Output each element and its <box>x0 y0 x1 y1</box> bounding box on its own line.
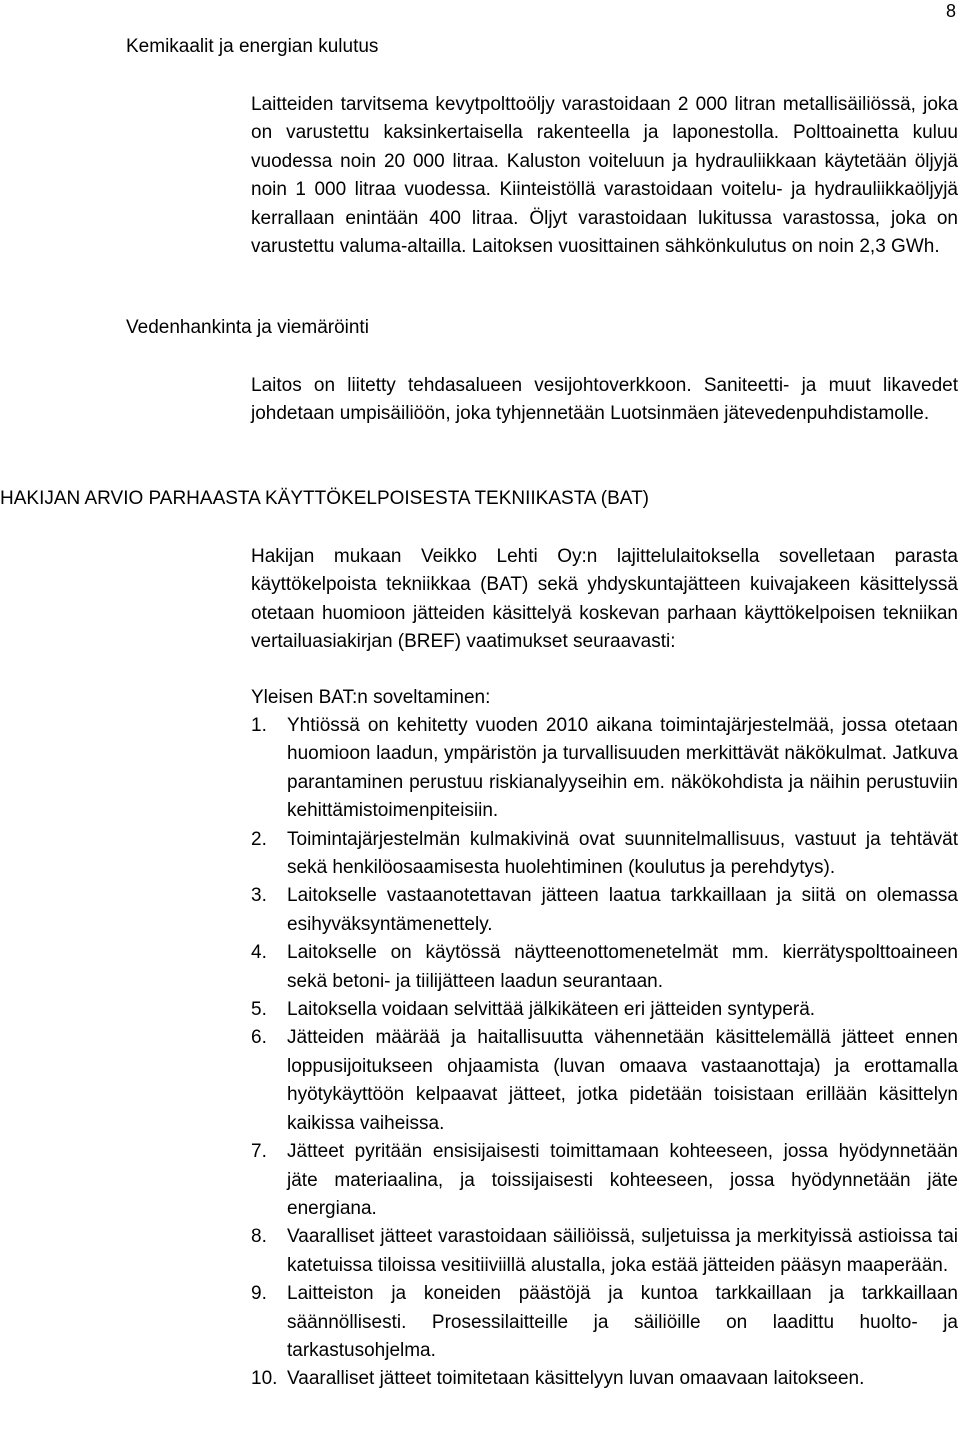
list-item-number: 7. <box>251 1141 267 1163</box>
list-item <box>251 996 958 1024</box>
list-item-text: Laitokselle vastaanotettavan jätteen laatua tarkkaillaan ja siitä on olemassa esihyväksyntämenettely. <box>287 885 958 935</box>
list-item-number: 9. <box>251 1283 267 1305</box>
list-item-number: 2. <box>251 828 267 850</box>
section-heading-chemicals: Kemikaalit ja energian kulutus <box>126 36 379 57</box>
list-item-number: 3. <box>251 885 267 907</box>
list-item-text: Jätteiden määrää ja haitallisuutta vähennetään käsittelemällä jätteet ennen loppusijoitukseen ohjaamista (luvan omaava vastaanottaja) ja erottamalla hyötykäyttöön kelpaavat jätteet, jotka pidetään toisistaan erillään käsittelyn kaikissa vaiheissa. <box>287 1027 958 1134</box>
list-item-text: Laitoksella voidaan selvittää jälkikäteen eri jätteiden syntyperä. <box>287 999 816 1021</box>
list-item <box>251 939 958 996</box>
list-item-text: Toimintajärjestelmän kulmakivinä ovat suunnitelmallisuus, vastuut ja tehtävät sekä henkilöosaamisesta huolehtiminen (koulutus ja perehdytys). <box>287 828 958 879</box>
list-item <box>251 1024 958 1138</box>
list-item-number: 5. <box>251 999 267 1021</box>
list-item-text: Vaaralliset jätteet varastoidaan säiliöissä, suljetuissa ja merkityissä astioissa tai katetuissa tiloissa vesitiiviillä alustalla, joka estää jätteiden pääsyn maaperään. <box>287 1226 958 1276</box>
list-item <box>251 882 958 939</box>
list-item-number: 10. <box>251 1368 278 1390</box>
list-item <box>251 712 958 826</box>
list-item-number: 6. <box>251 1027 267 1049</box>
list-item-text: Yhtiössä on kehitetty vuoden 2010 aikana toimintajärjestelmää, jossa otetaan huomioon laadun, ympäristön ja turvallisuuden merkittävät näkökulmat. Jatkuva parantaminen perustuu riskianalyyseihin em. näkökohdista ja näihin perustuviin kehittämistoimenpiteisiin. <box>287 715 958 822</box>
paragraph-bat-intro: Hakijan mukaan Veikko Lehti Oy:n lajittelulaitoksella sovelletaan parasta käyttökelpoista tekniikkaa (BAT) sekä yhdyskuntajätteen kuivajakeen käsittelyssä otetaan huomioon jätteiden käsittelyä koskevan parhaan käyttökelpoisen tekniikan vertailuasiakirjan (BREF) vaatimukset seuraavasti: <box>251 546 958 653</box>
paragraph-chemicals: Laitteiden tarvitsema kevytpolttoöljy varastoidaan 2 000 litran metallisäiliössä, joka on varustettu kaksinkertaisella rakenteella ja laponestolla. Polttoainetta kuluu vuodessa noin 20 000 litraa. Kaluston voiteluun ja hydrauliikkaan käytetään öljyjä noin 1 000 litraa vuodessa. Kiinteistöllä varastoidaan voitelu- ja hydrauliikkaöljyjä kerrallaan enintään 400 litraa. Öljyt varastoidaan lukitussa varastossa, joka on varustettu valuma-altailla. Laitoksen vuosittainen sähkönkulutus on noin 2,3 GWh. <box>251 94 958 258</box>
list-item-text: Vaaralliset jätteet toimitetaan käsittelyyn luvan omaavaan laitokseen. <box>287 1368 865 1390</box>
bat-heading: HAKIJAN ARVIO PARHAASTA KÄYTTÖKELPOISESTA TEKNIIKASTA (BAT) <box>0 488 649 509</box>
bat-list-title: Yleisen BAT:n soveltaminen: <box>251 687 491 708</box>
list-item <box>251 1223 958 1280</box>
list-item <box>251 1138 958 1223</box>
list-item-text: Jätteet pyritään ensisijaisesti toimittamaan kohteeseen, jossa hyödynnetään jäte materiaalina, ja toissijaisesti kohteeseen, jossa hyödynnetään jäte energiana. <box>287 1141 958 1219</box>
list-item-text: Laitteiston ja koneiden päästöjä ja kuntoa tarkkaillaan ja tarkkaillaan säännöllisesti. Prosessilaitteille ja säiliöille on laadittu huolto- ja tarkastusohjelma. <box>287 1283 958 1361</box>
section-heading-water: Vedenhankinta ja viemäröinti <box>126 317 369 338</box>
list-item <box>251 826 958 883</box>
list-item <box>251 1280 958 1365</box>
paragraph-water: Laitos on liitetty tehdasalueen vesijohtoverkkoon. Saniteetti- ja muut likavedet johdetaan umpisäiliöön, joka tyhjennetään Luotsinmäen jätevedenpuhdistamolle. <box>251 375 958 425</box>
list-item-number: 1. <box>251 715 267 736</box>
list-item-number: 4. <box>251 942 267 964</box>
bat-list <box>251 712 958 1394</box>
list-item-number: 8. <box>251 1226 267 1248</box>
list-item-text: Laitokselle on käytössä näytteenottomenetelmät mm. kierrätyspolttoaineen sekä betoni- ja tiilijätteen laadun seurantaan. <box>287 942 958 992</box>
page-number: 8 <box>945 1 956 21</box>
list-item <box>251 1365 958 1393</box>
